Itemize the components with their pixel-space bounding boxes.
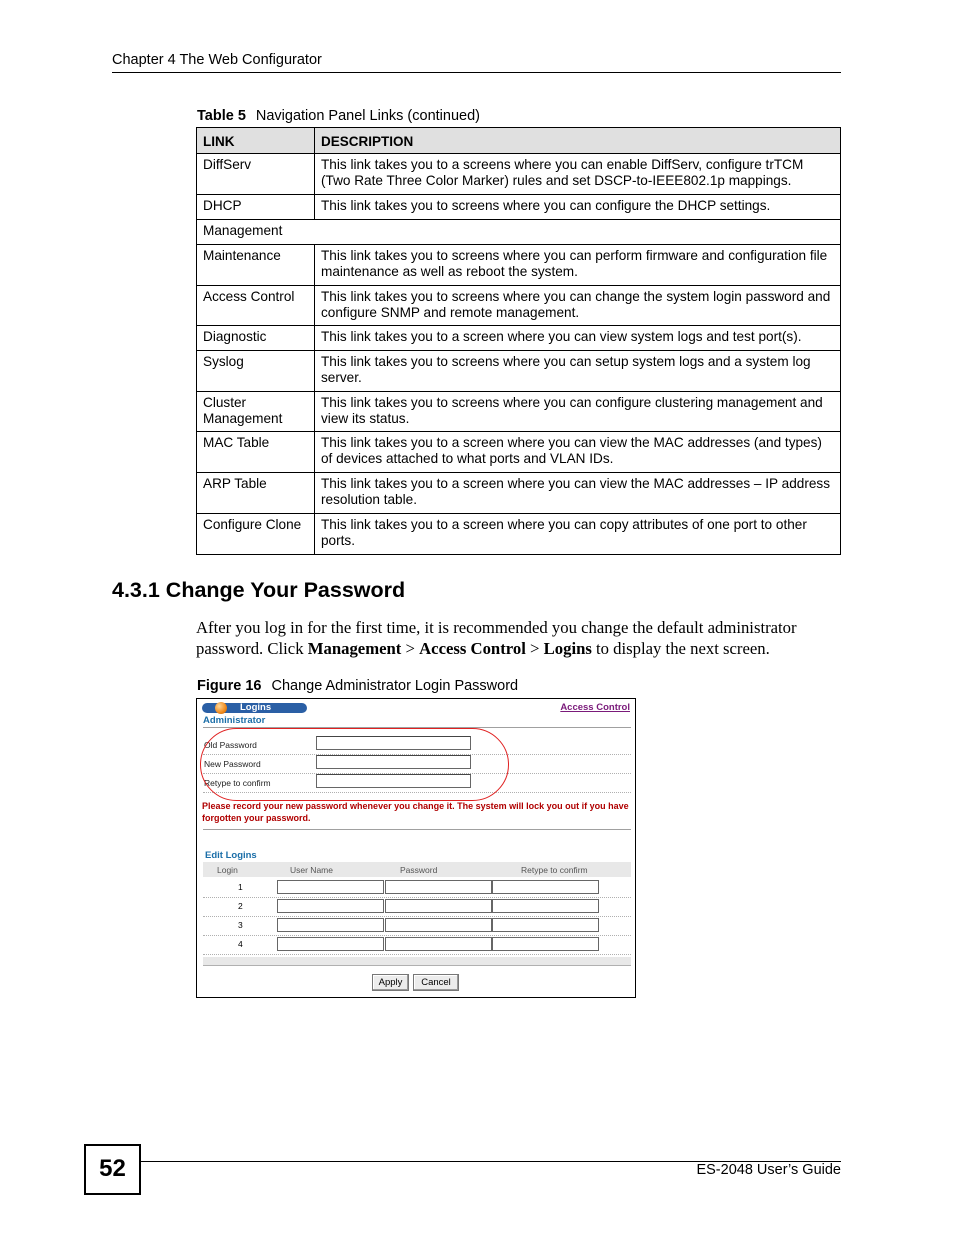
divider [203,829,631,830]
section-cell: Management [197,220,841,245]
link-cell: Maintenance [197,245,315,286]
table-row [197,514,841,555]
description-cell: This link takes you to screens where you can configure clustering management and view its status. [315,392,841,432]
table-row [197,432,841,473]
table-row [197,351,841,392]
table-caption [197,108,480,124]
menu-logins: Logins [543,639,592,658]
table-row [197,473,841,514]
link-cell: DiffServ [197,154,315,195]
description-cell: This link takes you to a screen where you can view the MAC addresses (and types) of devices attached to what ports and VLAN IDs. [315,432,841,473]
header-rule [112,72,841,73]
table-row [197,286,841,326]
body-paragraph [196,617,836,659]
access-control-link[interactable]: Access Control [560,702,630,713]
logins-tab-label: Logins [240,702,272,713]
menu-management: Management [307,639,402,658]
section-title: 4.3.1 Change Your Password [112,578,406,602]
column-header-link: LINK [197,128,315,154]
user-name-input[interactable] [277,937,384,951]
edit-logins-heading: Edit Logins [205,850,257,861]
login-row [203,916,631,936]
administrator-heading: Administrator [203,715,266,726]
description-cell: This link takes you to a screen where you can copy attributes of one port to other ports. [315,514,841,555]
apply-button[interactable]: Apply [372,974,409,991]
login-number: 2 [238,901,243,911]
guide-title: ES-2048 User’s Guide [696,1162,841,1178]
description-cell: This link takes you to screens where you can change the system login password and configure SNMP and remote management. [315,286,841,326]
orange-ball-icon [215,702,227,714]
user-name-input[interactable] [277,918,384,932]
retype-input[interactable] [492,937,599,951]
login-row [203,935,631,955]
column-password: Password [400,865,438,875]
table-footer-bar [203,957,631,966]
description-cell: This link takes you to a screens where you can enable DiffServ, configure trTCM (Two Rate Three Color Marker) rules and set DSCP-to-IEEE802.1p mappings. [315,154,841,195]
table-row [197,326,841,351]
new-password-label: New Password [204,759,261,769]
retype-input[interactable] [492,899,599,913]
figure-caption [197,678,518,694]
link-cell: MAC Table [197,432,315,473]
column-login: Login [217,865,238,875]
table-row [197,154,841,195]
para-text-1: After you log in for the first time, it is recommended you change the default administrator password. Click [196,618,797,658]
login-number: 3 [238,920,243,930]
login-number: 4 [238,939,243,949]
table-section-row [197,220,841,245]
password-input[interactable] [385,880,492,894]
logins-screenshot [196,698,636,998]
password-warning: Please record your new password whenever you change it. The system will lock you out if you have forgotten your password. [202,801,629,823]
figure-caption-text: Change Administrator Login Password [271,678,519,694]
separator: > [525,639,544,658]
table-row [197,392,841,432]
link-cell: ARP Table [197,473,315,514]
para-text-2: to display the next screen. [591,639,770,658]
description-cell: This link takes you to a screen where you can view system logs and test port(s). [315,326,841,351]
table-row [197,195,841,220]
link-cell: Cluster Management [197,392,315,432]
menu-access-control: Access Control [419,639,526,658]
table-header-row [197,128,841,154]
table-row [197,245,841,286]
user-name-input[interactable] [277,899,384,913]
edit-logins-header [203,862,631,877]
table-caption-text: Navigation Panel Links (continued) [255,108,480,124]
separator: > [401,639,420,658]
highlight-oval [200,728,509,801]
link-cell: Syslog [197,351,315,392]
navigation-links-table [196,127,841,555]
old-password-label: Old Password [204,740,257,750]
login-row [203,897,631,917]
logins-tab[interactable] [202,703,307,713]
retype-input[interactable] [492,918,599,932]
description-cell: This link takes you to screens where you can setup system logs and a system log server. [315,351,841,392]
page-number: 52 [84,1144,141,1195]
password-input[interactable] [385,899,492,913]
column-user-name: User Name [290,865,333,875]
retype-input[interactable] [492,880,599,894]
link-cell: Diagnostic [197,326,315,351]
column-retype: Retype to confirm [521,865,588,875]
login-row [203,878,631,898]
description-cell: This link takes you to a screen where you can view the MAC addresses – IP address resolution table. [315,473,841,514]
link-cell: DHCP [197,195,315,220]
table-caption-label: Table 5 [197,108,246,124]
chapter-header: Chapter 4 The Web Configurator [112,52,322,68]
description-cell: This link takes you to screens where you can perform firmware and configuration file maintenance as well as reboot the system. [315,245,841,286]
cancel-button[interactable]: Cancel [413,974,459,991]
password-input[interactable] [385,937,492,951]
column-header-description: DESCRIPTION [315,128,841,154]
user-name-input[interactable] [277,880,384,894]
description-cell: This link takes you to screens where you can configure the DHCP settings. [315,195,841,220]
link-cell: Configure Clone [197,514,315,555]
link-cell: Access Control [197,286,315,326]
login-number: 1 [238,882,243,892]
retype-password-label: Retype to confirm [204,778,271,788]
password-input[interactable] [385,918,492,932]
figure-caption-label: Figure 16 [197,678,262,694]
